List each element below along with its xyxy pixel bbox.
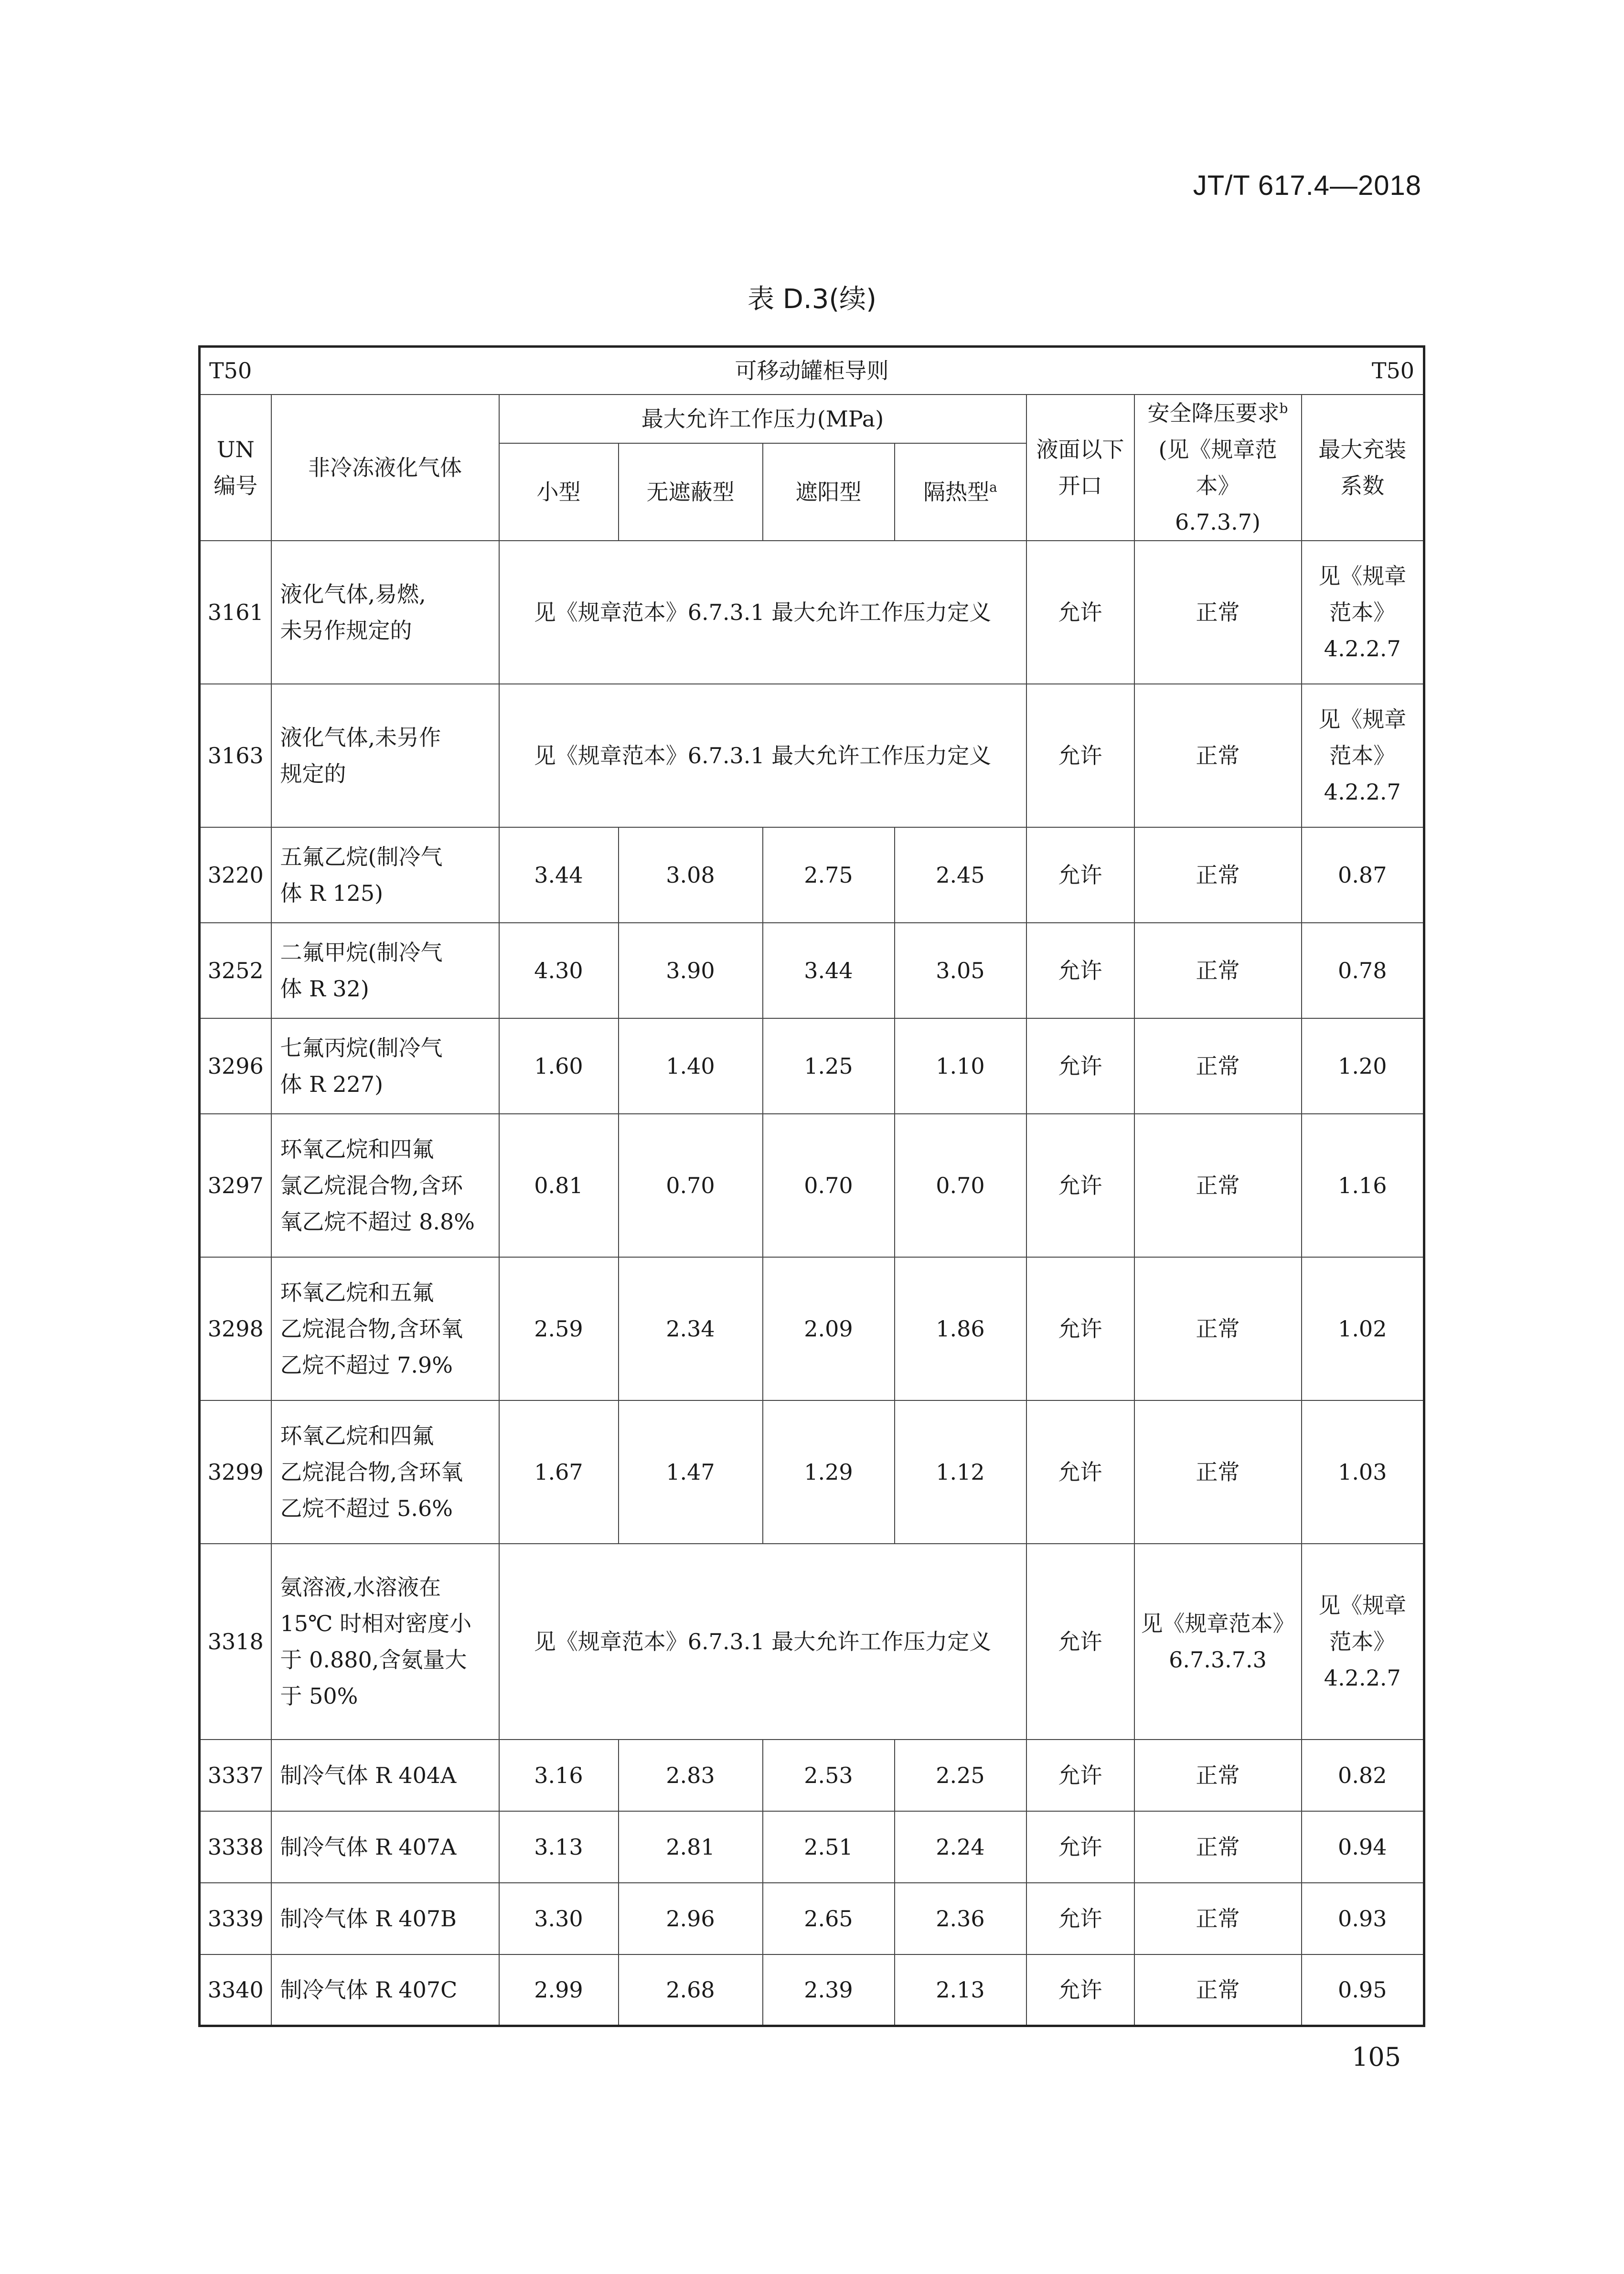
relief-cell: 见《规章范本》 6.7.3.7.3 <box>1134 1544 1302 1740</box>
pressure-small-cell: 4.30 <box>499 923 619 1018</box>
pressure-bare-cell: 3.08 <box>619 827 763 923</box>
table-row <box>200 1544 1424 1740</box>
opening-cell: 允许 <box>1026 1544 1134 1740</box>
pressure-sunshield-cell: 2.39 <box>763 1954 895 2026</box>
pressure-insulated-cell: 1.12 <box>895 1400 1026 1544</box>
header-opening <box>1026 395 1134 541</box>
gas-name-cell: 氨溶液,水溶液在 15℃ 时相对密度小 于 0.880,含氨量大 于 50% <box>271 1544 499 1740</box>
pressure-sunshield-cell: 2.51 <box>763 1811 895 1883</box>
pressure-bare-cell: 3.90 <box>619 923 763 1018</box>
pressure-reference-cell: 见《规章范本》6.7.3.1 最大允许工作压力定义 <box>499 541 1026 684</box>
fill-ratio-cell: 见《规章 范本》 4.2.2.7 <box>1302 541 1424 684</box>
gas-name-cell: 环氧乙烷和四氟 氯乙烷混合物,含环 氧乙烷不超过 8.8% <box>271 1114 499 1257</box>
header-insulated <box>895 443 1026 541</box>
pressure-small-cell: 1.60 <box>499 1018 619 1114</box>
gas-name-cell: 七氟丙烷(制冷气 体 R 227) <box>271 1018 499 1114</box>
un-number-cell: 3337 <box>200 1740 271 1811</box>
pressure-small-cell: 3.16 <box>499 1740 619 1811</box>
pressure-sunshield-cell: 2.75 <box>763 827 895 923</box>
header-relief-text: 安全降压要求 <box>1147 400 1280 426</box>
header-insulated-text: 隔热型 <box>923 479 990 505</box>
banner-left-code: T50 <box>209 358 252 384</box>
data-table <box>198 345 1425 2027</box>
opening-cell: 允许 <box>1026 1257 1134 1400</box>
pressure-insulated-cell: 2.36 <box>895 1883 1026 1954</box>
opening-cell: 允许 <box>1026 1883 1134 1954</box>
table-row <box>200 1954 1424 2026</box>
table-row <box>200 1114 1424 1257</box>
pressure-bare-cell: 1.47 <box>619 1400 763 1544</box>
header-opening-text: 液面以下 开口 <box>1036 436 1124 499</box>
header-pressure-group: 最大允许工作压力(MPa) <box>499 395 1026 443</box>
relief-cell: 正常 <box>1134 684 1302 827</box>
table-row <box>200 541 1424 684</box>
opening-cell: 允许 <box>1026 1114 1134 1257</box>
pressure-insulated-cell: 2.13 <box>895 1954 1026 2026</box>
pressure-bare-cell: 2.81 <box>619 1811 763 1883</box>
relief-cell: 正常 <box>1134 827 1302 923</box>
pressure-sunshield-cell: 0.70 <box>763 1114 895 1257</box>
relief-cell: 正常 <box>1134 1883 1302 1954</box>
fill-ratio-cell: 0.78 <box>1302 923 1424 1018</box>
opening-cell: 允许 <box>1026 827 1134 923</box>
table-row <box>200 1811 1424 1883</box>
table-row <box>200 1018 1424 1114</box>
table-row <box>200 684 1424 827</box>
relief-cell: 正常 <box>1134 541 1302 684</box>
gas-name-cell: 液化气体,易燃, 未另作规定的 <box>271 541 499 684</box>
opening-cell: 允许 <box>1026 1811 1134 1883</box>
table-caption: 表 D.3(续) <box>747 284 877 315</box>
gas-name-cell: 二氟甲烷(制冷气 体 R 32) <box>271 923 499 1018</box>
standard-code: JT/T 617.4—2018 <box>1193 170 1421 201</box>
pressure-insulated-cell: 2.25 <box>895 1740 1026 1811</box>
fill-ratio-cell: 0.95 <box>1302 1954 1424 2026</box>
header-relief-ref: (见《规章范本》 6.7.3.7) <box>1158 436 1277 535</box>
gas-name-cell: 液化气体,未另作 规定的 <box>271 684 499 827</box>
table-row <box>200 1400 1424 1544</box>
pressure-bare-cell: 2.83 <box>619 1740 763 1811</box>
pressure-bare-cell: 2.34 <box>619 1257 763 1400</box>
pressure-sunshield-cell: 2.53 <box>763 1740 895 1811</box>
header-fill-ratio <box>1302 395 1424 541</box>
pressure-insulated-cell: 1.10 <box>895 1018 1026 1114</box>
gas-name-cell: 制冷气体 R 404A <box>271 1740 499 1811</box>
un-number-cell: 3161 <box>200 541 271 684</box>
relief-cell: 正常 <box>1134 1400 1302 1544</box>
pressure-small-cell: 2.99 <box>499 1954 619 2026</box>
fill-ratio-cell: 1.02 <box>1302 1257 1424 1400</box>
pressure-small-cell: 2.59 <box>499 1257 619 1400</box>
footnote-b-marker: b <box>1279 400 1288 416</box>
relief-cell: 正常 <box>1134 1954 1302 2026</box>
pressure-sunshield-cell: 3.44 <box>763 923 895 1018</box>
fill-ratio-cell: 1.03 <box>1302 1400 1424 1544</box>
table-row <box>200 1883 1424 1954</box>
pressure-insulated-cell: 3.05 <box>895 923 1026 1018</box>
pressure-small-cell: 3.13 <box>499 1811 619 1883</box>
pressure-reference-cell: 见《规章范本》6.7.3.1 最大允许工作压力定义 <box>499 684 1026 827</box>
header-fill-text: 最大充装 系数 <box>1318 436 1407 499</box>
un-number-cell: 3339 <box>200 1883 271 1954</box>
table-row <box>200 827 1424 923</box>
opening-cell: 允许 <box>1026 1954 1134 2026</box>
footnote-a-marker: a <box>989 479 997 495</box>
pressure-bare-cell: 2.96 <box>619 1883 763 1954</box>
pressure-insulated-cell: 2.45 <box>895 827 1026 923</box>
fill-ratio-cell: 0.93 <box>1302 1883 1424 1954</box>
un-number-cell: 3298 <box>200 1257 271 1400</box>
un-number-cell: 3299 <box>200 1400 271 1544</box>
pressure-small-cell: 0.81 <box>499 1114 619 1257</box>
header-small: 小型 <box>499 443 619 541</box>
opening-cell: 允许 <box>1026 923 1134 1018</box>
pressure-sunshield-cell: 2.09 <box>763 1257 895 1400</box>
fill-ratio-cell: 0.82 <box>1302 1740 1424 1811</box>
fill-ratio-cell: 1.16 <box>1302 1114 1424 1257</box>
pressure-bare-cell: 0.70 <box>619 1114 763 1257</box>
pressure-insulated-cell: 1.86 <box>895 1257 1026 1400</box>
un-number-cell: 3340 <box>200 1954 271 2026</box>
pressure-sunshield-cell: 1.25 <box>763 1018 895 1114</box>
fill-ratio-cell: 0.94 <box>1302 1811 1424 1883</box>
header-row-1 <box>200 395 1424 443</box>
relief-cell: 正常 <box>1134 1811 1302 1883</box>
un-number-cell: 3220 <box>200 827 271 923</box>
header-bare: 无遮蔽型 <box>619 443 763 541</box>
pressure-sunshield-cell: 1.29 <box>763 1400 895 1544</box>
pressure-bare-cell: 1.40 <box>619 1018 763 1114</box>
header-un-text: UN 编号 <box>214 436 258 499</box>
fill-ratio-cell: 见《规章 范本》 4.2.2.7 <box>1302 1544 1424 1740</box>
fill-ratio-cell: 0.87 <box>1302 827 1424 923</box>
relief-cell: 正常 <box>1134 1018 1302 1114</box>
table-row <box>200 1740 1424 1811</box>
pressure-sunshield-cell: 2.65 <box>763 1883 895 1954</box>
gas-name-cell: 环氧乙烷和五氟 乙烷混合物,含环氧 乙烷不超过 7.9% <box>271 1257 499 1400</box>
gas-name-cell: 环氧乙烷和四氟 乙烷混合物,含环氧 乙烷不超过 5.6% <box>271 1400 499 1544</box>
relief-cell: 正常 <box>1134 1114 1302 1257</box>
table-banner-row <box>200 347 1424 395</box>
pressure-bare-cell: 2.68 <box>619 1954 763 2026</box>
opening-cell: 允许 <box>1026 541 1134 684</box>
pressure-small-cell: 1.67 <box>499 1400 619 1544</box>
un-number-cell: 3297 <box>200 1114 271 1257</box>
table-row <box>200 923 1424 1018</box>
opening-cell: 允许 <box>1026 1740 1134 1811</box>
opening-cell: 允许 <box>1026 684 1134 827</box>
banner-title: 可移动罐柜导则 <box>735 358 889 384</box>
pressure-insulated-cell: 0.70 <box>895 1114 1026 1257</box>
un-number-cell: 3296 <box>200 1018 271 1114</box>
un-number-cell: 3338 <box>200 1811 271 1883</box>
header-un-number <box>200 395 271 541</box>
gas-name-cell: 制冷气体 R 407B <box>271 1883 499 1954</box>
relief-cell: 正常 <box>1134 923 1302 1018</box>
pressure-insulated-cell: 2.24 <box>895 1811 1026 1883</box>
banner-right-code: T50 <box>1371 358 1415 384</box>
table-row <box>200 1257 1424 1400</box>
opening-cell: 允许 <box>1026 1018 1134 1114</box>
fill-ratio-cell: 见《规章 范本》 4.2.2.7 <box>1302 684 1424 827</box>
header-sunshield: 遮阳型 <box>763 443 895 541</box>
opening-cell: 允许 <box>1026 1400 1134 1544</box>
gas-name-cell: 制冷气体 R 407A <box>271 1811 499 1883</box>
header-gas-name: 非冷冻液化气体 <box>271 395 499 541</box>
relief-cell: 正常 <box>1134 1740 1302 1811</box>
gas-name-cell: 五氟乙烷(制冷气 体 R 125) <box>271 827 499 923</box>
pressure-small-cell: 3.30 <box>499 1883 619 1954</box>
header-relief <box>1134 395 1302 541</box>
un-number-cell: 3252 <box>200 923 271 1018</box>
relief-cell: 正常 <box>1134 1257 1302 1400</box>
un-number-cell: 3163 <box>200 684 271 827</box>
pressure-reference-cell: 见《规章范本》6.7.3.1 最大允许工作压力定义 <box>499 1544 1026 1740</box>
page-number: 105 <box>1352 2042 1401 2072</box>
pressure-small-cell: 3.44 <box>499 827 619 923</box>
fill-ratio-cell: 1.20 <box>1302 1018 1424 1114</box>
un-number-cell: 3318 <box>200 1544 271 1740</box>
gas-name-cell: 制冷气体 R 407C <box>271 1954 499 2026</box>
